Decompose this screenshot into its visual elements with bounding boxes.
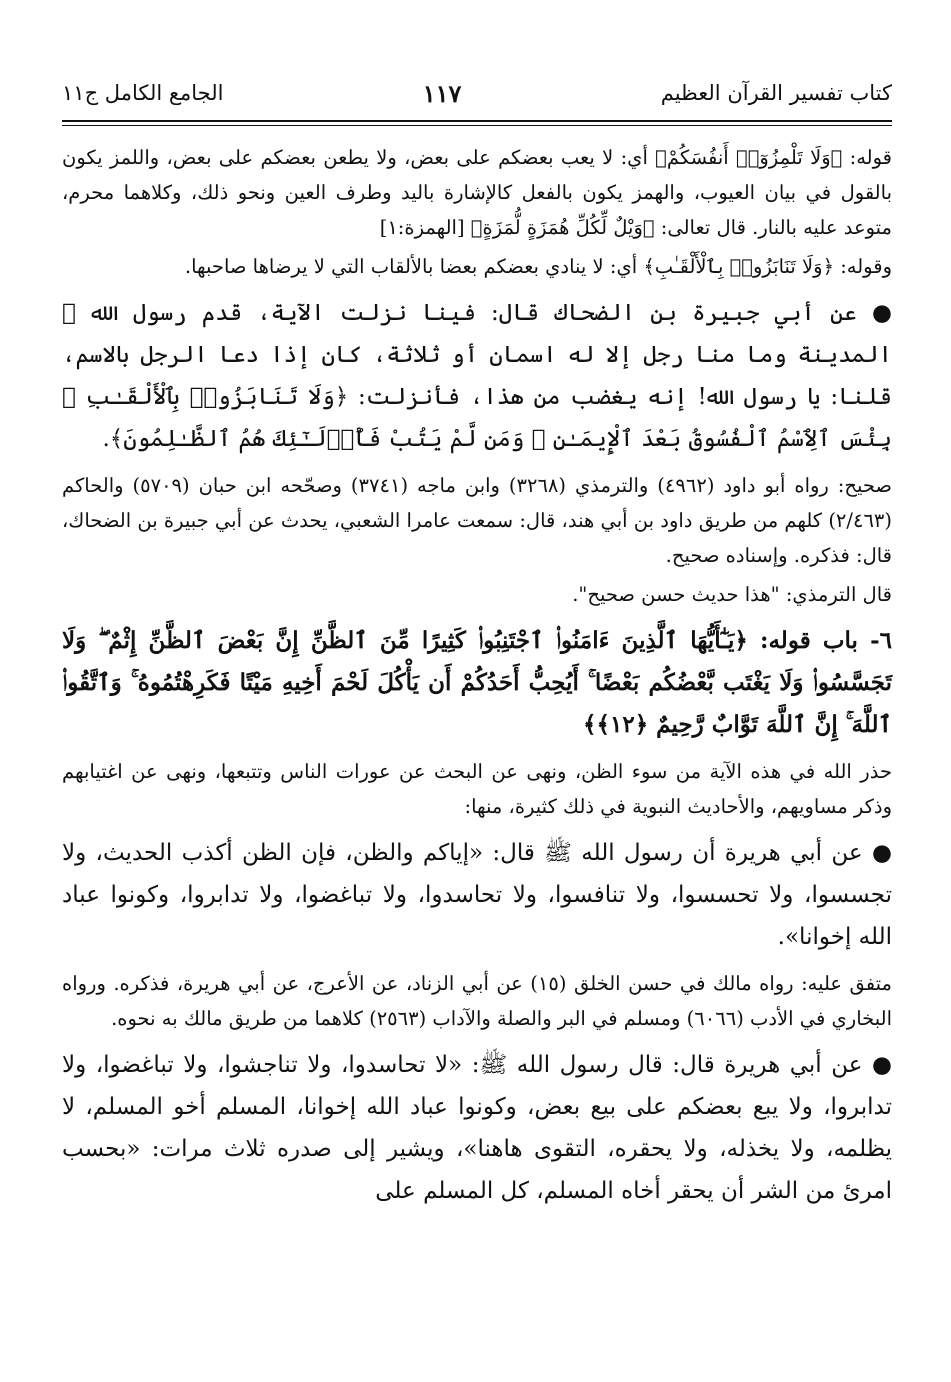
commentary-paragraph: حذر الله في هذه الآية من سوء الظن، ونهى عن البحث عن عورات الناس وتتبعها، ونهى عن اغتيابهم وذكر مساويهم، والأحاديث النبوية في ذلك كثيرة، منها: <box>62 760 892 818</box>
chapter-heading: ٦- باب قوله: ﴿يَـٰٓأَيُّهَا ٱلَّذِينَ ءَامَنُوا۟ ٱجْتَنِبُوا۟ كَثِيرًا مِّنَ ٱلظَّنِّ إِنَّ بَعْضَ ٱلظَّنِّ إِثْمٌ ۖ وَلَا تَجَسَّسُوا۟ وَلَا يَغْتَب بَّعْضُكُم بَعْضًا ۚ أَيُحِبُّ أَحَدُكُمْ أَن يَأْكُلَ لَحْمَ أَخِيهِ مَيْتًا فَكَرِهْتُمُوهُ ۚ وَٱتَّقُوا۟ ٱللَّهَ ۚ إِنَّ ٱللَّهَ تَوَّابٌ رَّحِيمٌ ﴿١٢﴾﴾ <box>62 627 892 738</box>
page-number: ١١٧ <box>422 78 462 108</box>
header-rule <box>62 120 892 122</box>
hadith-paragraph: ● عن أبي هريرة قال: قال رسول الله ﷺ: «لا تحاسدوا، ولا تناجشوا، ولا تباغضوا، ولا تدابروا، ولا يبع بعضكم على بيع بعض، وكونوا عباد الله إخوانا، المسلم أخو المسلم، لا يظلمه، ولا يخذله، ولا يحقره، التقوى هاهنا»، ويشير إلى صدره ثلاث مرات: «بحسب امرئ من الشر أن يحقر أخاه المسلم، كل المسلم على <box>62 1052 892 1204</box>
book-title: كتاب تفسير القرآن العظيم <box>660 81 892 105</box>
takhrij-paragraph: متفق عليه: رواه مالك في حسن الخلق (١٥) عن أبي الزناد، عن الأعرج، عن أبي هريرة، فذكره. ورواه البخاري في الأدب (٦٠٦٦) ومسلم في البر والصلة والآداب (٢٥٦٣) كلاهما من طريق مالك به نحوه. <box>62 972 892 1030</box>
hadith-paragraph: ● عن أبي جبيرة بن الضحاك قال: فينا نزلت الآية، قدم رسول الله ﷺ المدينة وما منا رجل إلا له اسمان أو ثلاثة، كان إذا دعا الرجل بالاسم، قلنا: يا رسول الله! إنه يغضب من هذا، فأنزلت: ﴿وَلَا تَنَابَزُوا۟ بِٱلْأَلْقَـٰبِ ۖ بِئْسَ ٱلِٱسْمُ ٱلْفُسُوقُ بَعْدَ ٱلْإِيمَـٰنِ ۚ وَمَن لَّمْ يَتُبْ فَأُو۟لَـٰٓئِكَ هُمُ ٱلظَّـٰلِمُونَ﴾. <box>62 300 892 452</box>
commentary-paragraph: قوله: ﴿وَلَا تَلْمِزُوٓا۟ أَنفُسَكُمْ﴾ أي: لا يعب بعضكم على بعض، ولا يطعن بعضكم على بعض، واللمز يكون بالقول في بيان العيوب، والهمز يكون بالفعل كالإشارة باليد وطرف العين ونحو ذلك، وكلاهما محرم، متوعد عليه بالنار. قال تعالى: ﴿وَيْلٌ لِّكُلِّ هُمَزَةٍ لُّمَزَةٍ﴾ [الهمزة:١] <box>62 146 892 239</box>
page-header <box>62 72 892 114</box>
header-rule-thin <box>62 125 892 126</box>
commentary-paragraph: وقوله: ﴿وَلَا تَنَابَزُوا۟ بِٱلْأَلْقَـٰبِ﴾ أي: لا ينادي بعضكم بعضا بالألقاب التي لا يرضاها صاحبها. <box>184 255 892 278</box>
grading-note: قال الترمذي: "هذا حديث حسن صحيح". <box>572 583 892 606</box>
hadith-paragraph: ● عن أبي هريرة أن رسول الله ﷺ قال: «إياكم والظن، فإن الظن أكذب الحديث، ولا تجسسوا، ولا تحسسوا، ولا تنافسوا، ولا تحاسدوا، ولا تباغضوا، ولا تدابروا، وكونوا عباد الله إخوانا». <box>62 840 892 950</box>
takhrij-paragraph: صحيح: رواه أبو داود (٤٩٦٢) والترمذي (٣٢٦٨) وابن ماجه (٣٧٤١) وصحّحه ابن حبان (٥٧٠٩) والحاكم (٢/٤٦٣) كلهم من طريق داود بن أبي هند، قال: سمعت عامرا الشعبي، يحدث عن أبي جبيرة بن الضحاك، قال: فذكره. وإسناده صحيح. <box>62 474 892 567</box>
page-body <box>62 140 892 1212</box>
volume-title: الجامع الكامل ج١١ <box>62 81 224 105</box>
